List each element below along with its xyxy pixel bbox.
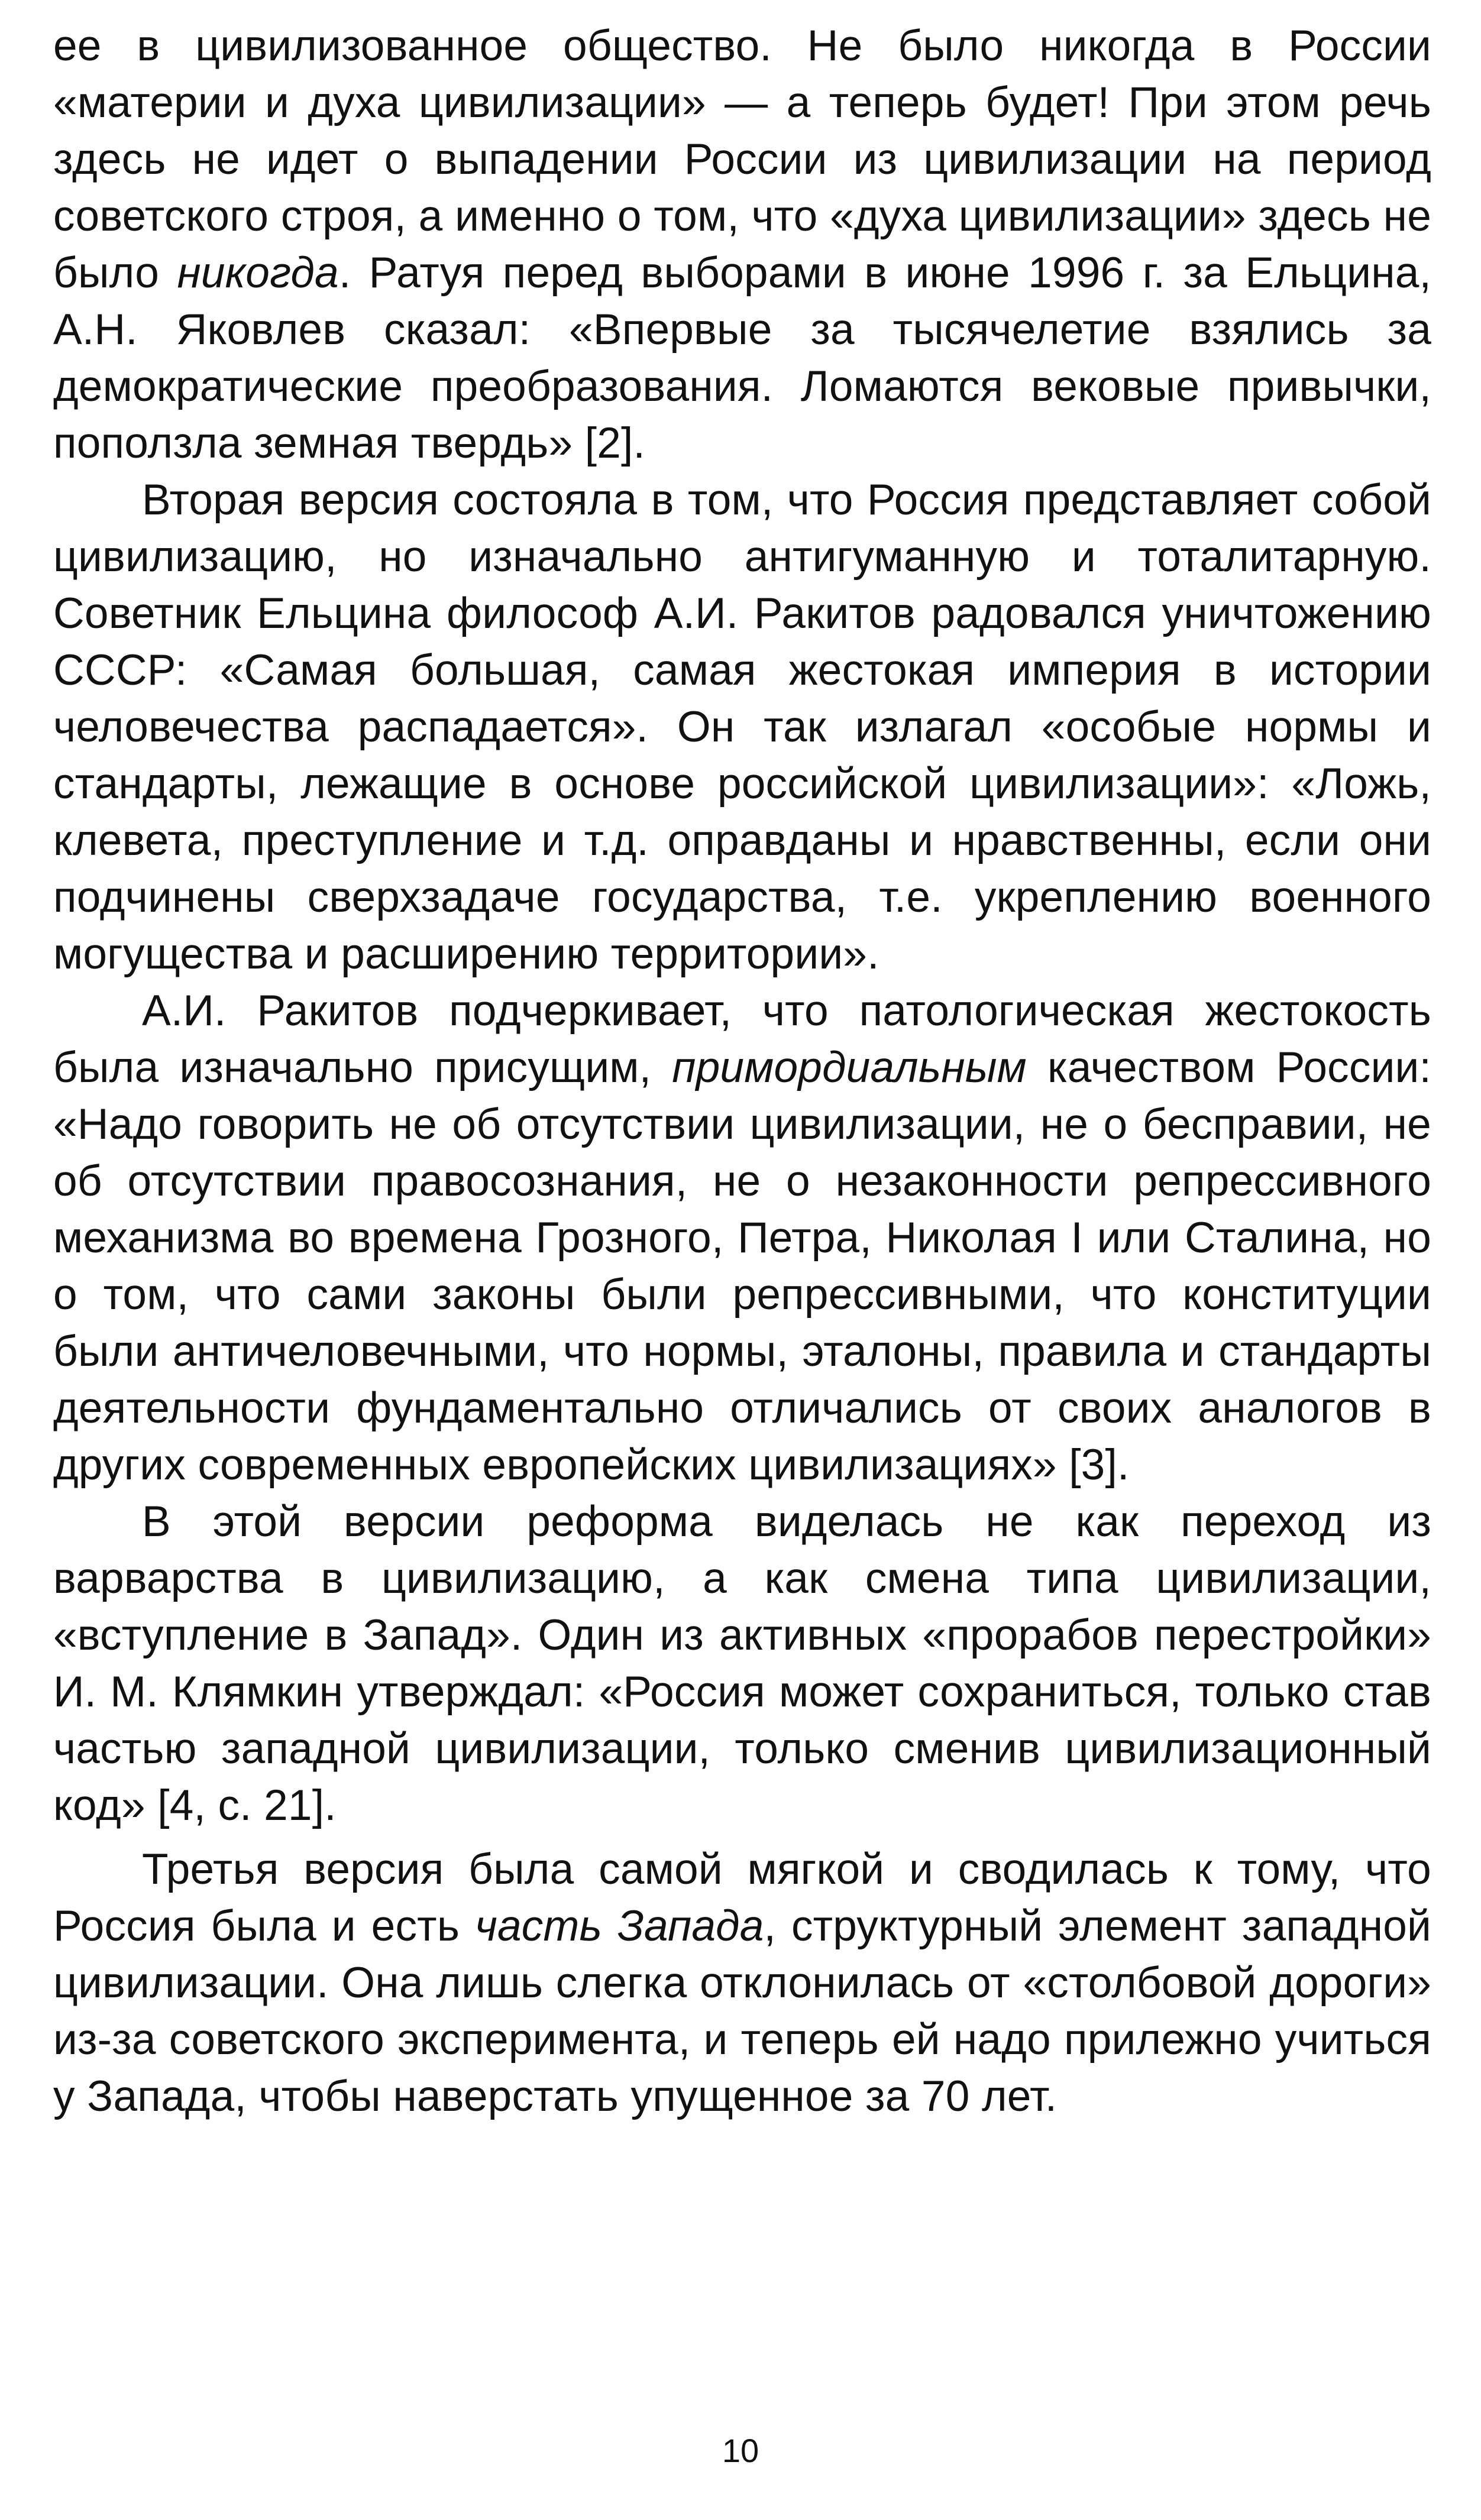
paragraph-3-text-b: качеством России: «Надо говорить не об отсутствии цивилизации, не о бесправии, не об отсутствии правосознания, не о незаконности репрессивного механизма во времена Грозного, Петра, Николая I или Сталина, но о том, что сами законы были репрессивными, что конституции были античеловечными, что нормы, эталоны, правила и стандарты деятельности фундаментально отличались от своих аналогов в других современных европейских цивилизациях» [3]. — [53, 1044, 1432, 1489]
paragraph-3-emphasis: примордиальным — [672, 1044, 1027, 1091]
page-number: 10 — [722, 2432, 759, 2469]
paragraph-4-text: В этой версии реформа виделась не как переход из варварства в цивилизацию, а как смена типа цивилизации, «вступление в Запад». Один из активных «прорабов перестройки» И. М. Клямкин утверждал: «Россия может сохраниться, только став частью западной цивилизации, только сменив цивилизационный код» [4, с. 21]. — [53, 1498, 1431, 1829]
paragraph-1-emphasis: никогда — [177, 249, 339, 297]
paragraph-5-emphasis: часть Запада — [475, 1902, 764, 1950]
paragraph-2 — [53, 472, 1431, 983]
paragraph-3-text-a: А.И. Ракитов подчеркивает, что патологическая жестокость была изначально присущим, — [53, 987, 1431, 1091]
paragraph-5 — [53, 1841, 1431, 2125]
document-page — [53, 18, 1431, 2125]
paragraph-1-text-b: . Ратуя перед выборами в июне 1996 г. за Ельцина, А.Н. Яковлев сказал: «Впервые за тысячелетие взялись за демократические преобразования. Ломаются вековые привычки, поползла земная твердь» [2]. — [53, 249, 1431, 467]
paragraph-1 — [53, 18, 1431, 472]
paragraph-3 — [53, 983, 1431, 1494]
paragraph-5-text-b: , структурный элемент западной цивилизации. Она лишь слегка отклонилась от «столбовой дороги» из-за советского эксперимента, и теперь ей надо прилежно учиться у Запада, чтобы наверстать упущенное за 70 лет. — [53, 1902, 1431, 2120]
paragraph-4 — [53, 1494, 1431, 1834]
paragraph-1-text-a: ее в цивилизованное общество. Не было никогда в России «материи и духа цивилизации» — а теперь будет! При этом речь здесь не идет о выпадении России из цивилизации на период советского строя, а именно о том, что «духа цивилизации» здесь не было — [53, 22, 1431, 297]
paragraph-5-text-a: Третья версия была самой мягкой и сводилась к тому, что Россия была и есть — [53, 1845, 1431, 1950]
paragraph-2-text: Вторая версия состояла в том, что Россия представляет собой цивилизацию, но изначально антигуманную и тоталитарную. Советник Ельцина философ А.И. Ракитов радовался уничтожению СССР: «Самая большая, самая жестокая империя в истории человечества распадается». Он так излагал «особые нормы и стандарты, лежащие в основе российской цивилизации»: «Ложь, клевета, преступление и т.д. оправданы и нравственны, если они подчинены сверхзадаче государства, т.е. укреплению военного могущества и расширению территории». — [53, 476, 1431, 978]
